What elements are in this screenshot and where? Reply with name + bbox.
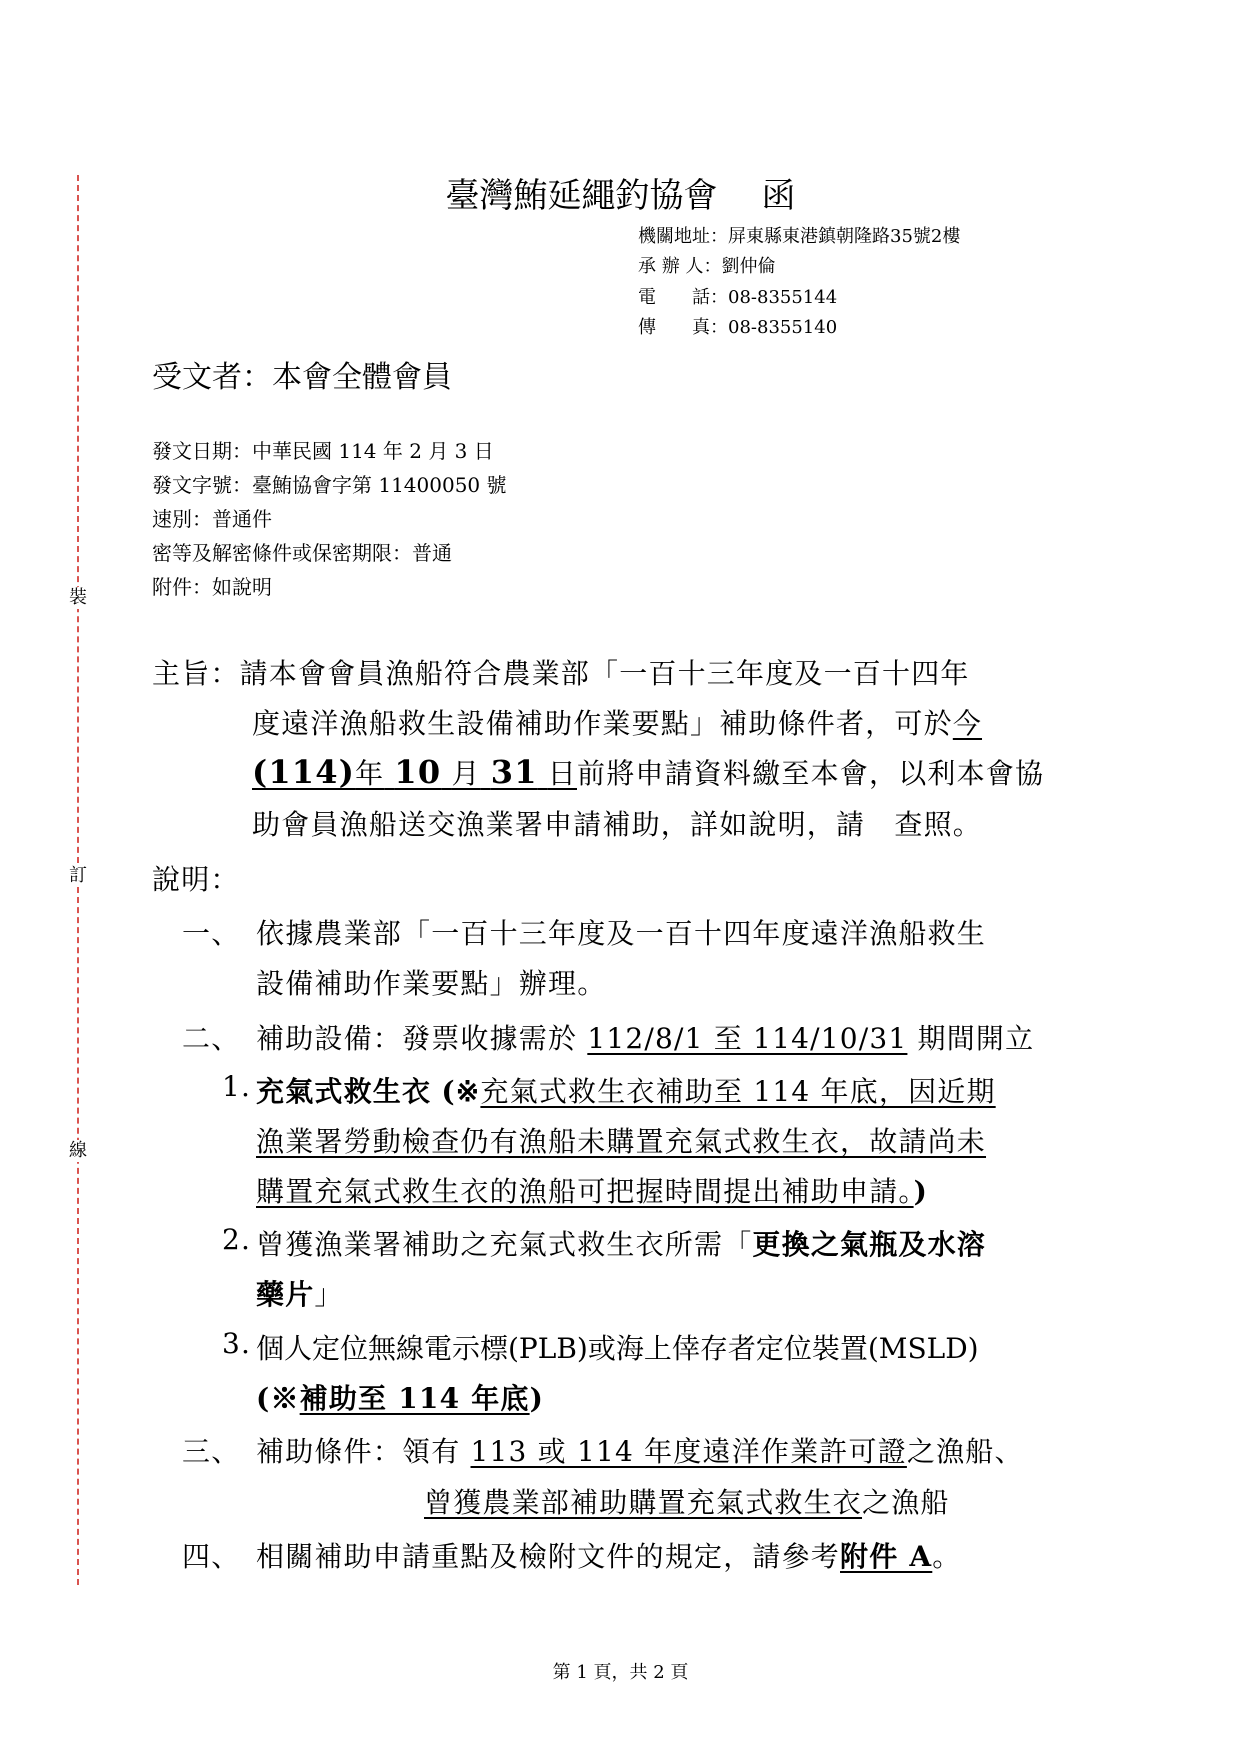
item-1-num: 一、 (182, 917, 241, 950)
subject-line-1: 主旨：請本會會員漁船符合農業部「一百十三年度及一百十四年 (152, 657, 970, 690)
subject-line-4: 助會員漁船送交漁業署申請補助，詳如說明，請 查照。 (252, 808, 983, 841)
info-address: 機關地址：屏東縣東港鎮朝隆路35號2樓 (638, 226, 961, 247)
sub-3-num: 3. (222, 1327, 252, 1360)
org-name: 臺灣鮪延繩釣協會 (445, 176, 718, 216)
subject-line-3: (114)年 10 月 31 日前將申請資料繳至本會，以利本會協 (252, 753, 1045, 791)
sub-1-line-3: 購置充氣式救生衣的漁船可把握時間提出補助申請。) (256, 1175, 929, 1208)
item-4-line: 相關補助申請重點及檢附文件的規定，請參考附件 A。 (256, 1540, 962, 1573)
info-contact: 承 辦 人：劉仲倫 (638, 256, 776, 277)
explain-heading: 說明： (152, 863, 240, 896)
item-4-num: 四、 (182, 1540, 241, 1573)
meta-speed: 速別：普通件 (152, 507, 272, 531)
sub-2-num: 2. (222, 1223, 252, 1256)
meta-date: 發文日期：中華民國 114 年 2 月 3 日 (152, 439, 494, 463)
binding-char-zhuang: 裝 (69, 587, 87, 608)
meta-number: 發文字號：臺鮪協會字第 11400050 號 (152, 473, 507, 497)
binding-char-ding: 訂 (69, 865, 87, 886)
sub-3-line-2: (※補助至 114 年底) (256, 1382, 545, 1415)
info-fax: 傳 真：08-8355140 (638, 317, 838, 338)
meta-secrecy: 密等及解密條件或保密期限：普通 (152, 541, 452, 565)
recipient: 受文者：本會全體會員 (152, 360, 452, 395)
item-3-num: 三、 (182, 1435, 241, 1468)
item-2-line: 補助設備：發票收據需於 112/8/1 至 114/10/31 期間開立 (256, 1022, 1035, 1055)
item-1-line-2: 設備補助作業要點」辦理。 (256, 967, 607, 1000)
sub-1-line-1: 充氣式救生衣 (※充氣式救生衣補助至 114 年底，因近期 (256, 1075, 996, 1108)
subject-line-2: 度遠洋漁船救生設備補助作業要點」補助條件者，可於今 (252, 707, 983, 740)
info-phone: 電 話：08-8355144 (638, 287, 838, 308)
binding-char-xian: 線 (69, 1140, 87, 1161)
sub-3-line-1: 個人定位無線電示標(PLB)或海上倖存者定位裝置(MSLD) (256, 1332, 979, 1365)
sub-1-line-2: 漁業署勞動檢查仍有漁船未購置充氣式救生衣，故請尚未 (256, 1125, 987, 1158)
doc-type: 函 (761, 176, 796, 216)
item-2-num: 二、 (182, 1022, 241, 1055)
sub-2-line-1: 曾獲漁業署補助之充氣式救生衣所需「更換之氣瓶及水溶 (256, 1228, 987, 1261)
meta-attachment: 附件：如說明 (152, 575, 272, 599)
sub-2-line-2: 藥片」 (256, 1278, 344, 1311)
sub-1-num: 1. (222, 1070, 252, 1103)
document-title (0, 168, 1241, 217)
item-3-line-1: 補助條件：領有 113 或 114 年度遠洋作業許可證之漁船、 (256, 1435, 1024, 1468)
item-3-line-2: 曾獲農業部補助購置充氣式救生衣之漁船 (424, 1486, 950, 1519)
item-1-line-1: 依據農業部「一百十三年度及一百十四年度遠洋漁船救生 (256, 917, 987, 950)
page-footer: 第 1 頁，共 2 頁 (552, 1662, 689, 1683)
